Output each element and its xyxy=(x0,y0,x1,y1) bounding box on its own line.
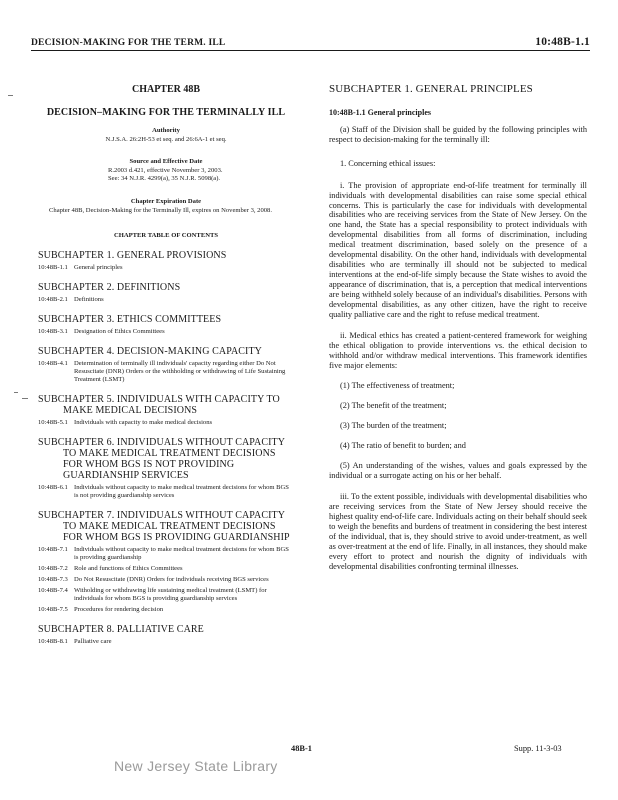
toc-entry-title: Witholding or withdrawing life sustaining medical treatment (LSMT) for individuals for whom BGS is providing guardianship services xyxy=(74,587,267,603)
toc-entry-code: 10:48B-7.2 xyxy=(38,565,68,573)
paragraph-i: i. The provision of appropriate end-of-life treatment for terminally ill individuals with developmental disabilities can raise some special ethical concerns. This is particularly the case for individuals with developmental disabilities who are receiving services from the State of New Jersey. On the one hand, the State has a special responsibility to protect individuals with developmental disabilities from all forms of discrimination, including medical treatment discrimination, based solely on the presence of a developmental disability. On the other hand, individuals with developmental disabilities who are terminally ill should not be subjected to medical interventions at the end-of-life simply because the State wishes to avoid the appearance of discrimination, that is, a perception that medical interventions are being withheld solely because of an individual's disabilities. Persons with developmental disabilities, as any other citizen, have the right to receive quality palliative care and the right to refuse medical treatment. xyxy=(329,180,587,319)
toc-entry xyxy=(38,264,294,272)
toc-entry xyxy=(38,360,294,384)
toc-subchapter-heading xyxy=(38,346,294,357)
toc-entry-code: 10:48B-3.1 xyxy=(38,328,68,336)
toc-entry-title: Procedures for rendering decision xyxy=(74,606,164,614)
toc-entry-code: 10:48B-6.1 xyxy=(38,484,68,492)
source-line: R.2003 d.421, effective November 3, 2003. xyxy=(108,166,223,174)
toc-entry-code: 10:48B-7.5 xyxy=(38,606,68,614)
section-heading: 10:48B-1.1 General principles xyxy=(329,108,431,117)
header-title: DECISION-MAKING FOR THE TERM. ILL xyxy=(31,38,226,48)
paragraph-iii: iii. To the extent possible, individuals with developmental disabilities who are receiving services from the State of New Jersey should receive the highest quality end-of-life care. Individuals acting on their behalf should seek to weigh the benefits and burdens of treatment in considering the best interest of the individual, that is, they should strive to avoid under-treatment, as well as over-treatment at the end of life. Finally, in all instances, they should make every effort to protect and nourish the dignity of individuals with developmental disabilities confronting terminal illnesses. xyxy=(329,492,587,571)
toc-subchapter-heading xyxy=(38,282,294,293)
toc-entry-code: 10:48B-4.1 xyxy=(38,360,68,368)
toc-subchapter-title: SUBCHAPTER 7. INDIVIDUALS WITHOUT CAPACITY xyxy=(38,510,286,522)
scan-speck xyxy=(14,392,18,393)
toc-subchapter-title: SUBCHAPTER 3. ETHICS COMMITTEES xyxy=(38,314,222,326)
element-item: (3) The burden of the treatment; xyxy=(340,420,447,430)
table-of-contents xyxy=(38,250,294,646)
toc-entry-title: Determination of terminally ill individuals' capacity regarding either Do Not Resuscitate (DNR) Orders or the withholding or withdrawing of Life Sustaining Treatment (LSMT) xyxy=(74,360,286,384)
toc-entry-title: Palliative care xyxy=(74,638,112,646)
page-footer xyxy=(0,744,618,758)
toc-entry-title: Definitions xyxy=(74,296,104,304)
toc-entry-code: 10:48B-5.1 xyxy=(38,419,68,427)
toc-entry-title: General principles xyxy=(74,264,123,272)
authority-text: N.J.S.A. 26:2H-53 et seq. and 26:6A-1 et seq. xyxy=(105,136,227,143)
chapter-title: DECISION–MAKING FOR THE TERMINALLY ILL xyxy=(46,107,286,118)
right-column xyxy=(329,83,587,572)
toc-subchapter-heading xyxy=(38,437,294,481)
toc-subchapter-title: SUBCHAPTER 1. GENERAL PROVISIONS xyxy=(38,250,227,262)
toc-entry xyxy=(38,296,294,304)
toc-subchapter-title-continued: MAKE MEDICAL DECISIONS xyxy=(63,405,198,417)
toc-entry-code: 10:48B-7.1 xyxy=(38,546,68,554)
expiration-text: Chapter 48B, Decision-Making for the Terminally Ill, expires on November 3, 2008. xyxy=(49,206,273,214)
toc-subchapter-heading xyxy=(38,394,294,416)
toc-subchapter-title: SUBCHAPTER 8. PALLIATIVE CARE xyxy=(38,624,204,636)
paragraph-a: (a) Staff of the Division shall be guided by the following principles with respect to decision-making for the terminally ill: xyxy=(329,125,587,144)
toc-subchapter-heading xyxy=(38,314,294,325)
toc-entry xyxy=(38,565,294,573)
header-section-number: 10:48B-1.1 xyxy=(535,36,590,48)
toc-subchapter-title: SUBCHAPTER 2. DEFINITIONS xyxy=(38,282,181,294)
left-column xyxy=(38,84,294,646)
library-watermark: New Jersey State Library xyxy=(114,758,278,774)
toc-entry-code: 10:48B-8.1 xyxy=(38,638,68,646)
running-header xyxy=(31,29,590,51)
toc-subchapter-title: SUBCHAPTER 4. DECISION-MAKING CAPACITY xyxy=(38,346,263,358)
toc-entry-code: 10:48B-7.3 xyxy=(38,576,68,584)
paragraph-ii: ii. Medical ethics has created a patient-centered framework for weighing the ethical obligation to provide interventions vs. the ethical decision to withhold and/or withdraw medical interventions. This framework identifies five major elements: xyxy=(329,331,587,371)
item-1: 1. Concerning ethical issues: xyxy=(340,158,436,168)
toc-entry-title: Role and functions of Ethics Committees xyxy=(74,565,183,573)
toc-entry-code: 10:48B-2.1 xyxy=(38,296,68,304)
toc-entry xyxy=(38,606,294,614)
toc-entry xyxy=(38,419,294,427)
scan-speck xyxy=(8,95,13,96)
toc-subchapter-title-continued: TO MAKE MEDICAL TREATMENT DECISIONS FOR WHOM BGS IS NOT PROVIDING GUARDIANSHIP SERVICES xyxy=(63,448,276,482)
toc-subchapter-heading xyxy=(38,624,294,635)
toc-entry-code: 10:48B-1.1 xyxy=(38,264,68,272)
source-line: See: 34 N.J.R. 4299(a), 35 N.J.R. 5098(a). xyxy=(108,175,221,183)
toc-entry-title: Designation of Ethics Committees xyxy=(74,328,165,336)
element-item: (1) The effectiveness of treatment; xyxy=(340,381,455,391)
element-item: (4) The ratio of benefit to burden; and xyxy=(340,440,466,450)
toc-subchapter-title: SUBCHAPTER 6. INDIVIDUALS WITHOUT CAPACITY xyxy=(38,437,286,449)
toc-entry-code: 10:48B-7.4 xyxy=(38,587,68,595)
toc-subchapter-heading xyxy=(38,510,294,543)
toc-subchapter-heading xyxy=(38,250,294,261)
chapter-number: CHAPTER 48B xyxy=(131,84,201,95)
toc-entry xyxy=(38,484,294,500)
toc-entry-title: Do Not Resuscitate (DNR) Orders for individuals receiving BGS services xyxy=(74,576,269,584)
toc-entry xyxy=(38,638,294,646)
supplement-date: Supp. 11-3-03 xyxy=(514,744,562,753)
element-item: (5) An understanding of the wishes, values and goals expressed by the individual or a surrogate acting on his or her behalf. xyxy=(329,460,587,480)
expiration-heading: Chapter Expiration Date xyxy=(130,197,202,205)
authority-heading: Authority xyxy=(152,127,180,134)
subchapter-heading: SUBCHAPTER 1. GENERAL PRINCIPLES xyxy=(329,83,533,95)
toc-entry xyxy=(38,546,294,562)
toc-title: CHAPTER TABLE OF CONTENTS xyxy=(113,232,219,240)
page-number: 48B-1 xyxy=(291,744,312,753)
toc-subchapter-title: SUBCHAPTER 5. INDIVIDUALS WITH CAPACITY TO xyxy=(38,394,280,406)
toc-entry-title: Individuals with capacity to make medical decisions xyxy=(74,419,213,427)
toc-entry xyxy=(38,328,294,336)
toc-entry xyxy=(38,587,294,603)
toc-entry-title: Individuals without capacity to make medical treatment decisions for whom BGS is not providing guardianship services xyxy=(74,484,289,500)
scan-speck xyxy=(22,398,28,399)
toc-entry xyxy=(38,576,294,584)
toc-entry-title: Individuals without capacity to make medical treatment decisions for whom BGS is providing guardianship xyxy=(74,546,289,562)
element-item: (2) The benefit of the treatment; xyxy=(340,400,447,410)
toc-subchapter-title-continued: TO MAKE MEDICAL TREATMENT DECISIONS FOR WHOM BGS IS PROVIDING GUARDIANSHIP xyxy=(63,521,290,544)
source-heading: Source and Effective Date xyxy=(129,157,203,165)
